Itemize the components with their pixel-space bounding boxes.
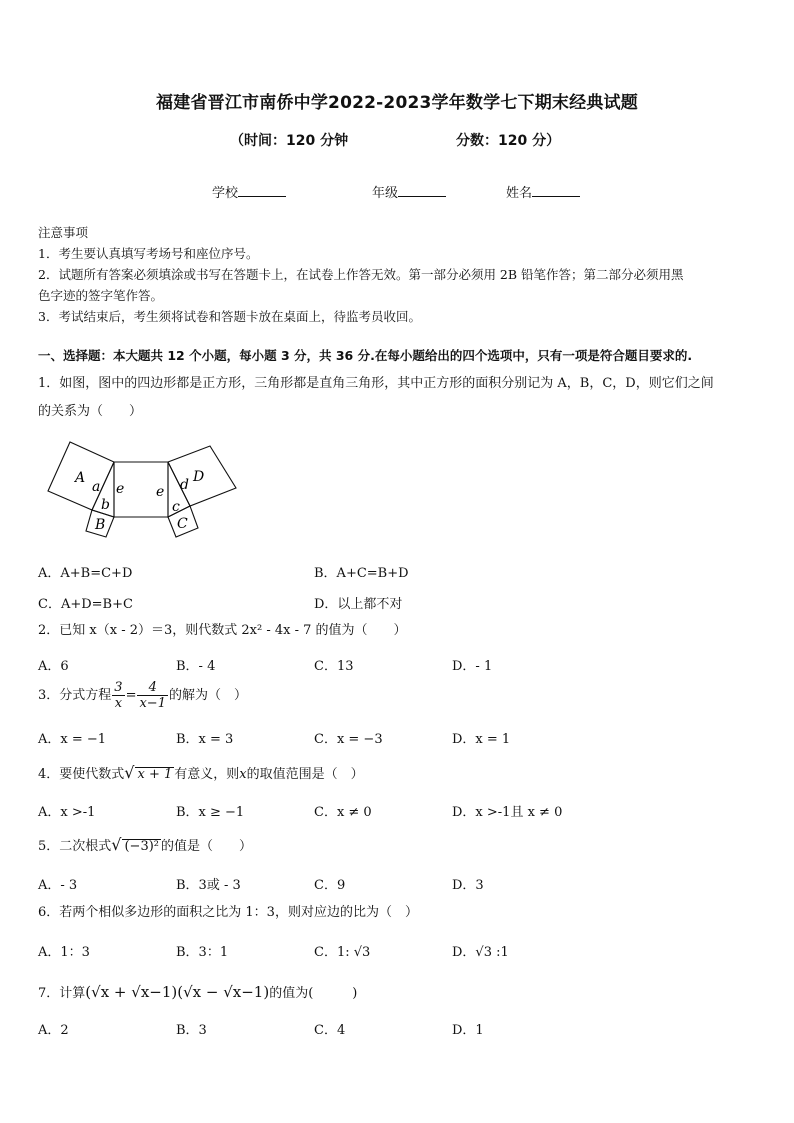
notice-block: [38, 222, 758, 327]
q1-line-1: 1．如图，图中的四边形都是正方形，三角形都是直角三角形，其中正方形的面积分别记为 A，B，C，D，则它们之间: [38, 376, 714, 391]
q5-option-c[interactable]: C．9: [314, 878, 346, 893]
q3-frac1-den: x: [114, 696, 123, 711]
grade-field[interactable]: [372, 182, 446, 201]
question-6: 6．若两个相似多边形的面积之比为 1：3，则对应边的比为（ ）: [38, 905, 418, 920]
q7-option-b[interactable]: B．3: [176, 1023, 207, 1038]
q2-option-d[interactable]: D．- 1: [452, 659, 493, 674]
q3-frac2-den: x−1: [139, 696, 166, 711]
label-a: a: [92, 479, 101, 495]
label-C: C: [177, 516, 188, 532]
q4-var: x: [239, 767, 247, 782]
school-label: 学校: [212, 186, 239, 201]
question-3: [38, 680, 758, 711]
notice-heading: 注意事项: [38, 225, 89, 240]
q6-option-a[interactable]: A．1：3: [38, 945, 90, 960]
name-field[interactable]: [506, 182, 580, 201]
q2-option-a[interactable]: A．6: [38, 659, 69, 674]
q5-option-d[interactable]: D．3: [452, 878, 484, 893]
q1-option-b[interactable]: B．A+C=B+D: [314, 566, 409, 581]
q1-option-c[interactable]: C．A+D=B+C: [38, 597, 133, 612]
q7-expression: (√x + √x−1)(√x − √x−1): [85, 983, 270, 1001]
q4-option-b[interactable]: B．x ≥ −1: [176, 805, 245, 820]
q5-option-a[interactable]: A．- 3: [38, 878, 78, 893]
q6-option-d[interactable]: D．√3 :1: [452, 945, 509, 960]
q3-frac1-num: 3: [114, 680, 123, 695]
label-b: b: [101, 497, 110, 513]
q7-prefix: 7．计算: [38, 986, 86, 1001]
label-B: B: [95, 517, 106, 533]
q3-option-b[interactable]: B．x = 3: [176, 732, 234, 747]
school-blank[interactable]: [238, 184, 286, 197]
q7-option-a[interactable]: A．2: [38, 1023, 69, 1038]
name-blank[interactable]: [532, 184, 580, 197]
q4-prefix: 4．要使代数式: [38, 767, 125, 782]
q3-suffix: 的解为（ ）: [168, 688, 247, 703]
radical-sign-icon: √: [124, 763, 135, 782]
exam-time: （时间：120 分钟: [230, 133, 349, 149]
q7-option-d[interactable]: D．1: [452, 1023, 484, 1038]
q4-middle: 有意义，则: [174, 767, 240, 782]
q5-option-b[interactable]: B．3或 - 3: [176, 878, 241, 893]
q2-option-c[interactable]: C．13: [314, 659, 354, 674]
label-A: A: [75, 470, 86, 486]
name-label: 姓名: [506, 186, 533, 201]
q4-option-c[interactable]: C．x ≠ 0: [314, 805, 372, 820]
q1-option-a[interactable]: A．A+B=C+D: [38, 566, 133, 581]
question-2: 2．已知 x（x - 2）＝3，则代数式 2x² - 4x - 7 的值为（ ）: [38, 623, 407, 638]
notice-item-1: 1．考生要认真填写考场号和座位序号。: [38, 246, 259, 261]
question-1: [38, 370, 758, 426]
label-D: D: [193, 469, 205, 485]
q5-suffix: 的值是（ ）: [161, 839, 253, 854]
school-field[interactable]: [212, 182, 286, 201]
notice-item-2b: 色字迹的签字笔作答。: [38, 288, 164, 303]
q1-figure: [44, 440, 244, 540]
label-e-right: e: [156, 484, 165, 500]
question-5: [38, 831, 758, 861]
section-1-heading: 一、选择题：本大题共 12 个小题，每小题 3 分，共 36 分.在每小题给出的四个选项中，只有一项是符合题目要求的.: [38, 348, 693, 363]
exam-score: 分数：120 分）: [456, 133, 561, 149]
exam-title: 福建省晋江市南侨中学2022-2023学年数学七下期末经典试题: [156, 93, 638, 113]
q5-radicand: (−3)²: [124, 839, 160, 854]
label-e-left: e: [116, 481, 125, 497]
q1-option-d[interactable]: D．以上都不对: [314, 597, 403, 612]
q3-fraction-1: [112, 680, 124, 711]
q1-line-2: 的关系为（ ）: [38, 404, 143, 419]
radical-sign-icon: √: [111, 835, 122, 854]
q6-option-b[interactable]: B．3：1: [176, 945, 229, 960]
label-c: c: [172, 499, 180, 515]
q3-option-a[interactable]: A．x = −1: [38, 732, 107, 747]
q7-suffix: 的值为( ): [269, 986, 358, 1001]
q3-option-d[interactable]: D．x = 1: [452, 732, 511, 747]
grade-label: 年级: [372, 186, 399, 201]
grade-blank[interactable]: [398, 184, 446, 197]
q3-option-c[interactable]: C．x = −3: [314, 732, 383, 747]
notice-item-3: 3．考试结束后，考生须将试卷和答题卡放在桌面上，待监考员收回。: [38, 309, 421, 324]
q4-radicand: x + 1: [137, 767, 173, 782]
q2-option-b[interactable]: B．- 4: [176, 659, 216, 674]
q3-equals: =: [125, 688, 137, 703]
q3-prefix: 3．分式方程: [38, 688, 112, 703]
q3-frac2-num: 4: [137, 680, 168, 696]
q3-fraction-2: [137, 680, 168, 711]
q7-option-c[interactable]: C．4: [314, 1023, 346, 1038]
q6-option-c[interactable]: C．1: √3: [314, 945, 371, 960]
label-d: d: [180, 477, 189, 493]
question-7: [38, 978, 758, 1008]
q5-prefix: 5．二次根式: [38, 839, 112, 854]
q4-option-d[interactable]: D．x >-1且 x ≠ 0: [452, 805, 563, 820]
question-4: [38, 759, 758, 789]
q4-option-a[interactable]: A．x >-1: [38, 805, 96, 820]
q4-suffix: 的取值范围是（ ）: [246, 767, 364, 782]
notice-item-2a: 2．试题所有答案必须填涂或书写在答题卡上，在试卷上作答无效。第一部分必须用 2B 铅笔作答；第二部分必须用黑: [38, 267, 684, 282]
